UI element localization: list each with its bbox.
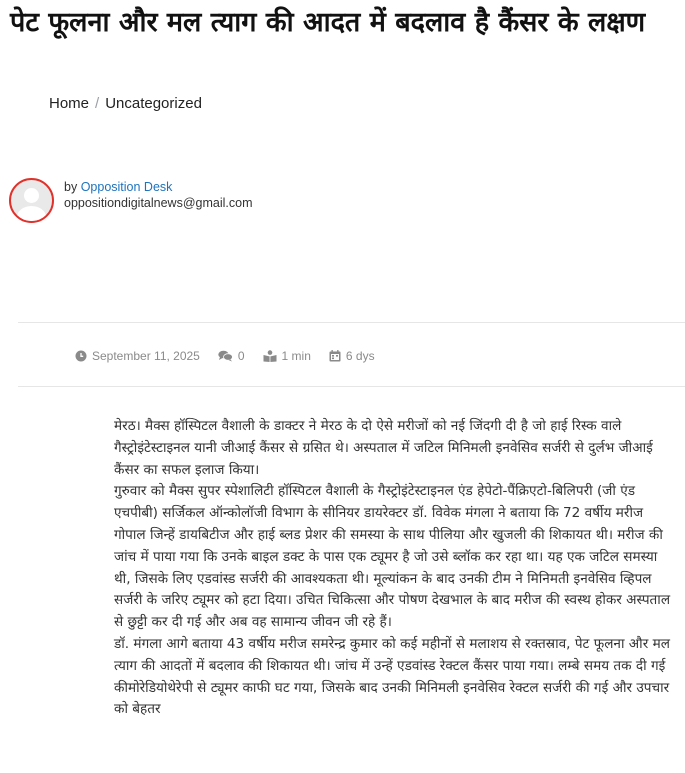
article-paragraph: मेरठ। मैक्स हॉस्पिटल वैशाली के डाक्टर ने मेरठ के दो ऐसे मरीजों को नई जिंदगी दी है जो हाई रिस्क वाले गैस्ट्रोइंटेस्टाइनल यानी जीआई कैंसर से ग्रसित थे। अस्पताल में जटिल मिनिमली इनवेसिव सर्जरी से दुर्लभ जीआई कैंसर का सफल इलाज किया। xyxy=(114,418,653,478)
breadcrumb xyxy=(49,95,202,112)
meta-read-time-text: 1 min xyxy=(281,349,311,363)
meta-comments[interactable] xyxy=(218,349,245,363)
meta-date-text: September 11, 2025 xyxy=(92,349,200,363)
calendar-icon xyxy=(329,350,341,362)
author-info xyxy=(64,179,252,211)
breadcrumb-separator: / xyxy=(95,95,100,112)
avatar[interactable] xyxy=(9,178,54,223)
post-meta xyxy=(75,349,393,363)
breadcrumb-home-link[interactable]: Home xyxy=(49,95,90,112)
meta-read-time xyxy=(263,349,311,363)
avatar-head-shape xyxy=(24,188,39,203)
clock-icon xyxy=(75,350,87,362)
author-name-link[interactable]: Opposition Desk xyxy=(80,180,173,194)
meta-comments-count: 0 xyxy=(237,349,245,363)
meta-top-divider xyxy=(18,322,685,323)
author-email: oppositiondigitalnews@gmail.com xyxy=(64,196,253,210)
author-block xyxy=(9,178,252,223)
article-body xyxy=(114,416,674,721)
breadcrumb-category-link[interactable]: Uncategorized xyxy=(105,95,202,112)
article-paragraph: गुरुवार को मैक्स सुपर स्पेशालिटी हॉस्पिटल वैशाली के गैस्ट्रोइंटेस्टाइनल एंड हेपेटो-पैंक्रिएटो-बिलिपरी (जी एंड एचपीबी) सर्जिकल ऑन्कोलॉजी विभाग के सीनियर डायरेक्टर डॉ. विवेक मंगला ने बताया कि 72 वर्षीय मरीज गोपाल जिन्हें डायबिटीज और हाई ब्लड प्रेशर की समस्या के साथ पीलिया और खुजली की शिकायत थी। मरीज की जांच में पाया गया कि उनके बाइल डक्ट के पास एक ट्यूमर है जो उसे ब्लॉक कर रहा था। यह एक जटिल समस्या थी, जिसके लिए एडवांस्ड सर्जरी की आवश्यकता थी। मूल्यांकन के बाद उनकी टीम ने मिनिमती इनवेसिव व्हिपल सर्जरी के जरिए ट्यूमर को हटा दिया। उचित चिकित्सा और पोषण देखभाल के बाद मरीज की स्वस्थ होकर अस्पताल से छुट्टी कर दी गई और अब वह सामान्य जीवन जी रहे हैं। xyxy=(114,483,671,631)
author-by-label: by xyxy=(64,180,78,194)
meta-date xyxy=(75,349,200,363)
reader-icon xyxy=(263,350,277,362)
page-title: पेट फूलना और मल त्याग की आदत में बदलाव है कैंसर के लक्षण xyxy=(10,7,646,38)
meta-bottom-divider xyxy=(18,386,685,387)
avatar-body-shape xyxy=(17,206,46,223)
meta-age xyxy=(329,349,375,363)
meta-age-text: 6 dys xyxy=(345,349,375,363)
article-paragraph: डॉ. मंगला आगे बताया 43 वर्षीय मरीज समरेन्द्र कुमार को कई महीनों से मलाशय से रक्तस्राव, पेट फूलना और मल त्याग की आदतों में बदलाव की शिकायत थी। जांच में उन्हें एडवांस्ड रेक्टल कैंसर पाया गया। लम्बे समय तक दी गई कीमोरेडियोथेरेपी से ट्यूमर काफी घट गया, जिसके बाद उनकी मिनिमली इनवेसिव रेक्टल सर्जरी की गई और उपचार को बेहतर xyxy=(114,635,670,718)
comments-icon xyxy=(218,350,233,362)
